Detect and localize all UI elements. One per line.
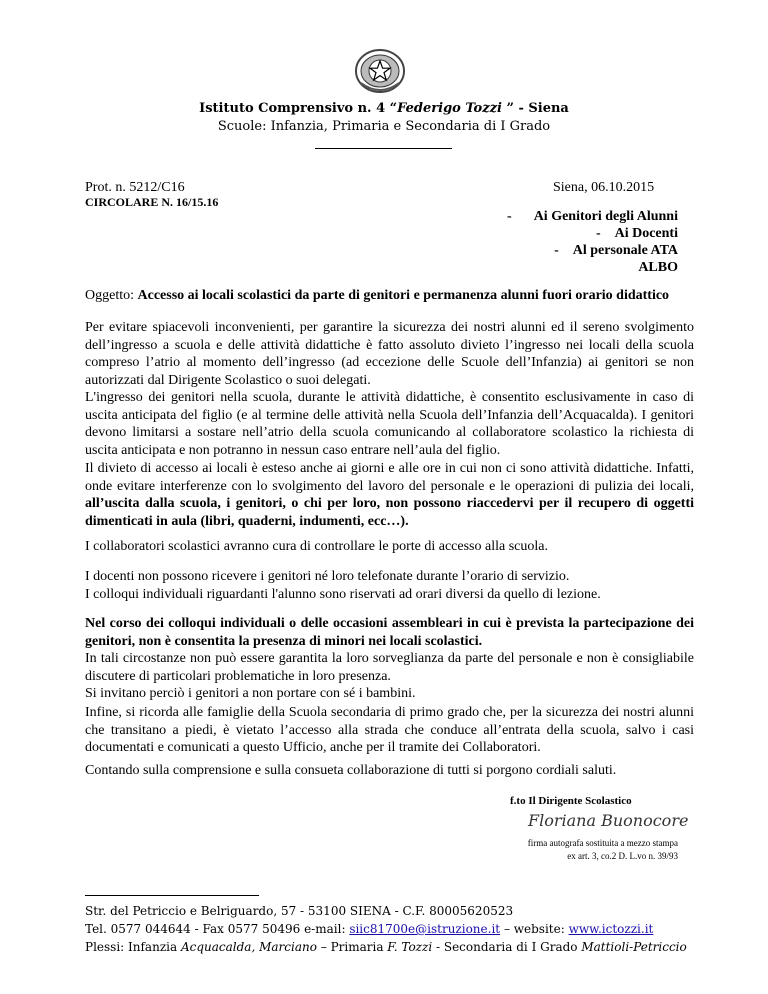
subject-line: Oggetto: Accesso ai locali scolastici da parte di genitori e permanenza alunni fuori orario didattico <box>85 288 670 303</box>
protocol-number: Prot. n. 5212/C16 <box>85 180 185 195</box>
institute-name: Istituto Comprensivo n. 4 “Federigo Tozzi ” - Siena <box>199 101 569 116</box>
circular-number: CIRCOLARE N. 16/15.16 <box>85 195 219 209</box>
body-paragraph: Il divieto di accesso ai locali è esteso anche ai giorni e alle ore in cui non ci sono attività didattiche. Infatti, onde evitare interferenze con lo svolgimento del lavoro del personale e le operazioni di pulizia dei locali, all’uscita dalla scuola, i genitori, o chi per loro, non possono riaccedervi per il recupero di oggetti dimenticati in aula (libri, quaderni, indumenti, ecc…). <box>85 461 694 529</box>
signature-note: firma autografa sostituita a mezzo stampa ex art. 3, co.2 D. L.vo n. 39/93 <box>527 838 678 861</box>
body-paragraph: Per evitare spiacevoli inconvenienti, per garantire la sicurezza dei nostri alunni ed il sereno svolgimento dell’ingresso a scuola e delle attività didattiche è fatto assoluto divieto l’ingresso nei locali della scuola compreso l’atrio al momento dell’ingresso (ad eccezione delle Scuole dell’Infanzia) ai genitori se non autorizzati dal Dirigente Scolastico o suoi delegati. <box>85 320 694 388</box>
body-paragraph: Infine, si ricorda alle famiglie della Scuola secondaria di primo grado che, per la sicurezza dei nostri alunni che transitano a piedi, è vietato l’accesso alla strada che conduce all’entrata della scuola, salvo i casi documentati e comunicati a questo Ufficio, anche per il tramite dei Collaboratori. <box>85 705 694 755</box>
body-paragraph: Contando sulla comprensione e sulla consueta collaborazione di tutti si porgono cordiali saluti. <box>85 763 617 778</box>
recipient-item: ALBO <box>638 260 678 275</box>
footer-divider <box>85 895 259 896</box>
header-divider <box>315 148 452 149</box>
body-paragraph: Nel corso dei colloqui individuali o delle occasioni assembleari in cui è prevista la partecipazione dei genitori, non è consentita la presenza di minori nei locali scolastici. In tali circostanze non può essere garantita la loro sorveglianza da parte del personale e non è consigliabile discutere di particolari problematiche in loro presenza. Si invitano perciò i genitori a non portare con sé i bambini. <box>85 616 694 701</box>
place-date: Siena, 06.10.2015 <box>553 180 655 195</box>
footer-plessi: Plessi: Infanzia Acquacalda, Marciano – Primaria F. Tozzi - Secondaria di I Grado Mattioli-Petriccio <box>85 940 687 954</box>
recipient-item: - Ai Genitori degli Alunni <box>507 209 678 224</box>
recipients-block <box>507 208 678 276</box>
email-link[interactable]: siic81700e@istruzione.it <box>349 922 501 936</box>
signature-name: Floriana Buonocore <box>528 811 689 830</box>
body-paragraph: I docenti non possono ricevere i genitori né loro telefonate durante l’orario di servizio. I colloqui individuali riguardanti l'alunno sono riservati ad orari diversi da quello di lezione. <box>85 569 601 602</box>
republic-emblem-icon <box>353 47 407 95</box>
recipient-item: - Ai Docenti <box>595 226 678 241</box>
website-link[interactable]: www.ictozzi.it <box>568 922 654 936</box>
body-paragraph: I collaboratori scolastici avranno cura di controllare le porte di accesso alla scuola. <box>85 539 548 554</box>
institute-schools: Scuole: Infanzia, Primaria e Secondaria di I Grado <box>217 119 551 134</box>
footer-contacts: Tel. 0577 044644 - Fax 0577 50496 e-mail: siic81700e@istruzione.it – website: www.ictozzi.it <box>85 922 654 936</box>
body-paragraph: L'ingresso dei genitori nella scuola, durante le attività didattiche, è consentito esclusivamente in caso di uscita anticipata del figlio (e al termine delle attività nella Scuola dell’Infanzia dell’Acquacalda). I genitori devono limitarsi a sostare nell’atrio della scuola comunicando al collaboratore scolastico la richiesta di uscita anticipata e non potranno in nessun caso entrare nell’aula del figlio. <box>85 390 694 458</box>
recipient-item: - Al personale ATA <box>554 243 678 258</box>
footer-address: Str. del Petriccio e Belriguardo, 57 - 53100 SIENA - C.F. 80005620523 <box>85 904 514 918</box>
signature-role: f.to Il Dirigente Scolastico <box>510 795 632 807</box>
